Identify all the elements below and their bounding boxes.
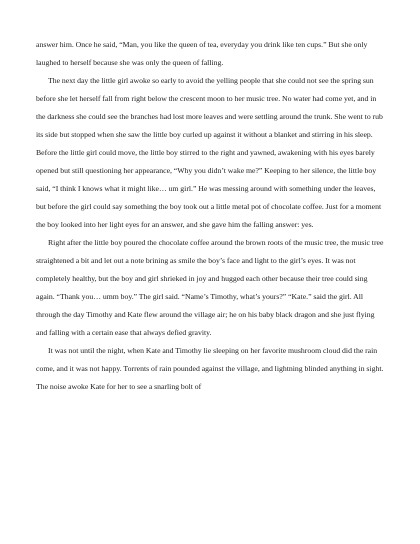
paragraph-3: Right after the little boy poured the chocolate coffee around the brown roots of the music tree, the music tree straightened a bit and let out a note brining as smile the boy’s face and light to the girl’s eyes. It was not completely healthy, but the boy and girl shrieked in joy and hugged each other because their tree could sing again. “Thank you… umm boy.” The girl said. “Name’s Timothy, what’s yours?” “Kate.” said the girl. All through the day Timothy and Kate flew around the village air; he on his baby black dragon and she just flying and falling with a certain ease that always defied gravity. [36,238,384,337]
paragraph-1: answer him. Once he said, “Man, you like the queen of tea, everyday you drink like ten cups.” But she only laughed to herself because she was only the queen of falling. [36,40,368,67]
body-text [36,36,384,396]
paragraph-2: The next day the little girl awoke so early to avoid the yelling people that she could not see the spring sun before she let herself fall from right below the crescent moon to her music tree. No water had come yet, and in the darkness she could see the branches had lost more leaves and were settling around the trunk. She went to rub its side but stopped when she saw the little boy curled up against it without a blanket and stirring in his sleep. Before the little girl could move, the little boy stirred to the right and yawned, awakening with his eyes barely opened but still questioning her appearance, “Why you didn’t wake me?” Keeping to her silence, the little boy said, “I think I knows what it might like… um girl.” He was messing around with something under the leaves, but before the girl could say something the boy took out a little metal pot of chocolate coffee. Just for a moment the boy looked into her light eyes for an answer, and she gave him the falling answer: yes. [36,76,383,229]
paragraph-4: It was not until the night, when Kate and Timothy lie sleeping on her favorite mushroom cloud did the rain come, and it was not happy. Torrents of rain pounded against the village, and lightning blinded anything in sight. The noise awoke Kate for her to see a snarling bolt of [36,346,384,391]
